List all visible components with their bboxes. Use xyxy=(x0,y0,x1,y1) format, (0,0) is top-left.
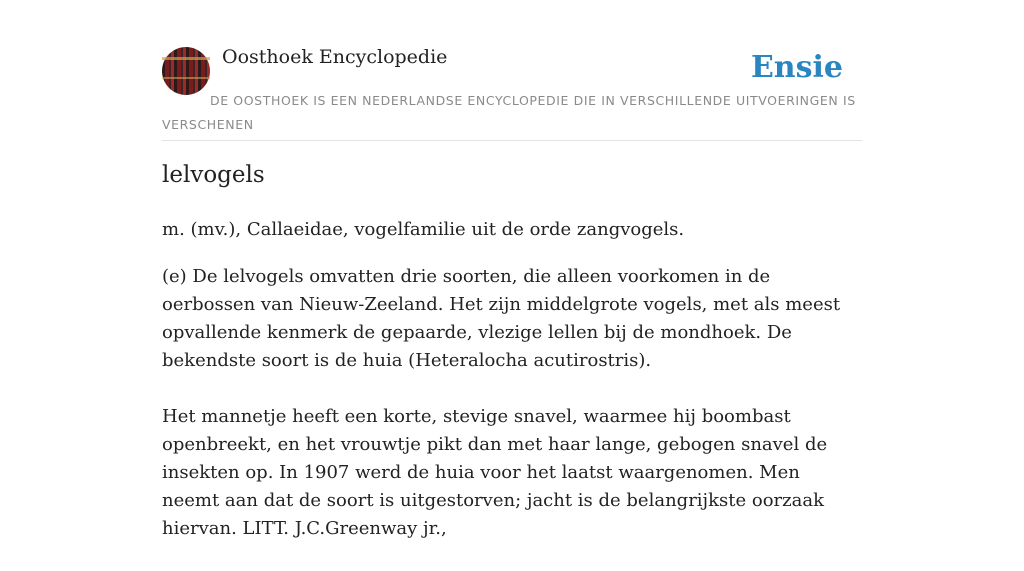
brand-logo-link[interactable]: Ensie xyxy=(750,50,843,85)
entry-paragraph: (e) De lelvogels omvatten drie soorten, die alleen voorkomen in de oerbossen van Nieuw-Zeeland. Het zijn middelgrote vogels, met als meest opvallende kenmerk de gepaarde, vlezige lellen bij de mondhoek. De bekendste soort is de huia (Heteralocha acutirostris). xyxy=(162,266,841,371)
entry-title: lelvogels xyxy=(162,162,265,188)
site-tagline: DE OOSTHOEK IS EEN NEDERLANDSE ENCYCLOPEDIE DIE IN VERSCHILLENDE UITVOERINGEN IS VERSCHENEN xyxy=(162,93,856,132)
entry-paragraph: Het mannetje heeft een korte, stevige snavel, waarmee hij boombast openbreekt, en het vrouwtje pikt dan met haar lange, gebogen snavel de insekten op. In 1907 werd de huia voor het laatst waargenomen. Men neemt aan dat de soort is uitgestorven; jacht is de belangrijkste oorzaak hiervan. LITT. J.C.Greenway jr., xyxy=(162,406,828,539)
site-header xyxy=(162,0,862,141)
page-container xyxy=(162,0,862,539)
entry-definition: m. (mv.), Callaeidae, vogelfamilie uit de orde zangvogels. xyxy=(162,219,685,240)
encyclopedia-books-icon[interactable] xyxy=(162,47,210,95)
entry-body xyxy=(162,263,862,571)
site-name-link[interactable]: Oosthoek Encyclopedie xyxy=(222,46,448,68)
